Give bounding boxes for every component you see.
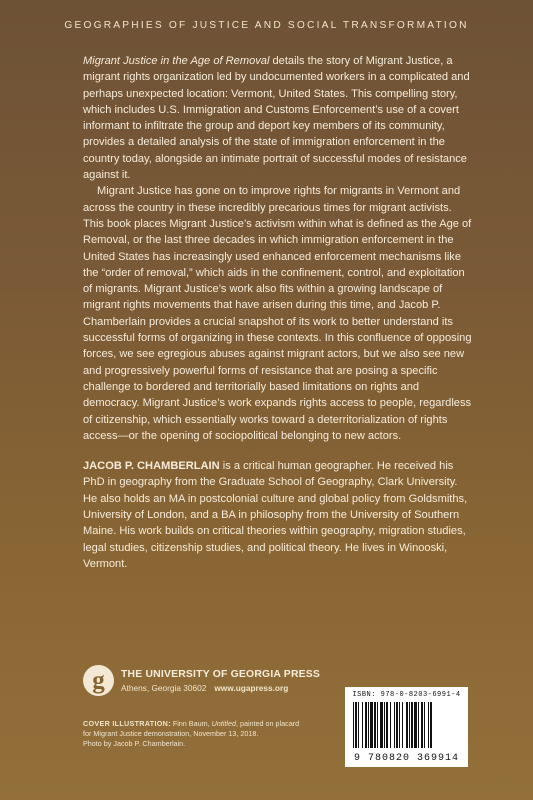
description-paragraph-2: Migrant Justice has gone on to improve rights for migrants in Vermont and across the country in these incredibly precarious times for migrant activists. This book places Migrant Justice’s activism within what is defined as the Age of Removal, or the last three decades in which immigration enforcement in the United States has increasingly used enhanced enforcement mechanisms like the “order of removal,” which aids in the confinement, control, and exploitation of migrants. Migrant Justice’s work also fits within a growing landscape of migrant rights movements that have arisen during this time, and Jacob P. Chamberlain provides a crucial snapshot of its work to better understand its successful forms of organizing in these contexts. In this confluence of opposing forces, we see egregious abuses against migrant actors, but we also see new and progressively powerful forms of resistance that are posing a specific challenge to bordered and territorially based limitations on rights and democracy. Migrant Justice’s work expands rights access to people, regardless of citizenship, which essentially works toward a deterritorialization of rights access—or the opening of sociopolitical belonging to new actors. [83,185,472,442]
cover-credit-line-2: for Migrant Justice demonstration, November 13, 2018. [83,729,259,739]
barcode-bar [390,702,391,748]
publisher-contact [121,683,320,693]
barcode-bar [428,702,429,748]
barcode-bar [399,702,400,748]
barcode-bar [377,702,378,748]
barcode-bar [362,702,363,748]
barcode-panel [345,687,468,767]
barcode-bar [396,702,398,748]
barcode-bar [368,702,369,748]
cover-credit-medium: , painted on placard [235,719,300,728]
barcode-bar [406,702,408,748]
barcode-bar [414,702,417,748]
author-bio-text: is a critical human geographer. He received his PhD in geography from the Graduate School of Geography, Clark University. He also holds an MA in postcolonial culture and global policy from Goldsmiths, University of London, and a BA in philosophy from the University of Southern Maine. His work builds on critical theories within geography, migration studies, legal studies, citizenship studies, and political theory. He lives in Winooski, Vermont. [83,460,468,570]
cover-credit-line-1 [83,719,308,729]
barcode-bar [365,702,367,748]
barcode-bar [430,702,432,748]
book-title: Migrant Justice in the Age of Removal [83,55,270,67]
barcode-bar [418,702,419,748]
publisher-name: THE UNIVERSITY OF GEORGIA PRESS [121,668,321,680]
author-bio [83,458,473,572]
barcode-bar [355,702,357,748]
barcode-bar [386,702,388,748]
series-title: GEOGRAPHIES OF JUSTICE AND SOCIAL TRANSFORMATION [64,20,469,31]
author-name: JACOB P. CHAMBERLAIN [83,460,220,473]
back-cover-text [83,53,473,572]
publisher-address: Athens, Georgia 30602 [121,682,207,693]
barcode-bar [421,702,423,748]
cover-credit [83,719,308,750]
barcode-bar [394,702,395,748]
publisher-block [83,665,320,696]
publisher-website: www.ugapress.org [214,682,289,693]
isbn-label: ISBN: 978-0-8203-6991-4 [352,691,461,699]
barcode-bar [424,702,425,748]
uga-press-logo-icon: g [83,665,114,696]
description-paragraph-1 [83,53,473,183]
barcode-bars [353,702,460,748]
cover-credit-line-3: Photo by Jacob P. Chamberlain. [83,739,186,749]
artwork-title: Untitled [211,719,236,728]
barcode-bar [374,702,376,748]
barcode-bar [380,702,383,748]
barcode-bar [409,702,410,748]
barcode-bar [370,702,373,748]
barcode-bar [384,702,385,748]
barcode-bar [411,702,413,748]
cover-credit-artist: Finn Baum, [170,719,212,728]
barcode-number: 9 780820 369914 [353,753,459,764]
barcode-bar [353,702,354,748]
publisher-text [121,669,320,693]
cover-credit-label: COVER ILLUSTRATION: [83,719,171,728]
barcode-bar [402,702,403,748]
description-text: details the story of Migrant Justice, a migrant rights organization led by undocumented workers in a complicated and perhaps unexpected location: Vermont, United States. This compelling story, which includes U.S. Immigration and Customs Enforcement’s use of a covert informant to infiltrate the group and deport key members of its community, provides a detailed analysis of the state of immigration enforcement in the country today, alongside an intimate portrait of successful modes of resistance against it. [83,55,470,182]
barcode-bar [358,702,359,748]
